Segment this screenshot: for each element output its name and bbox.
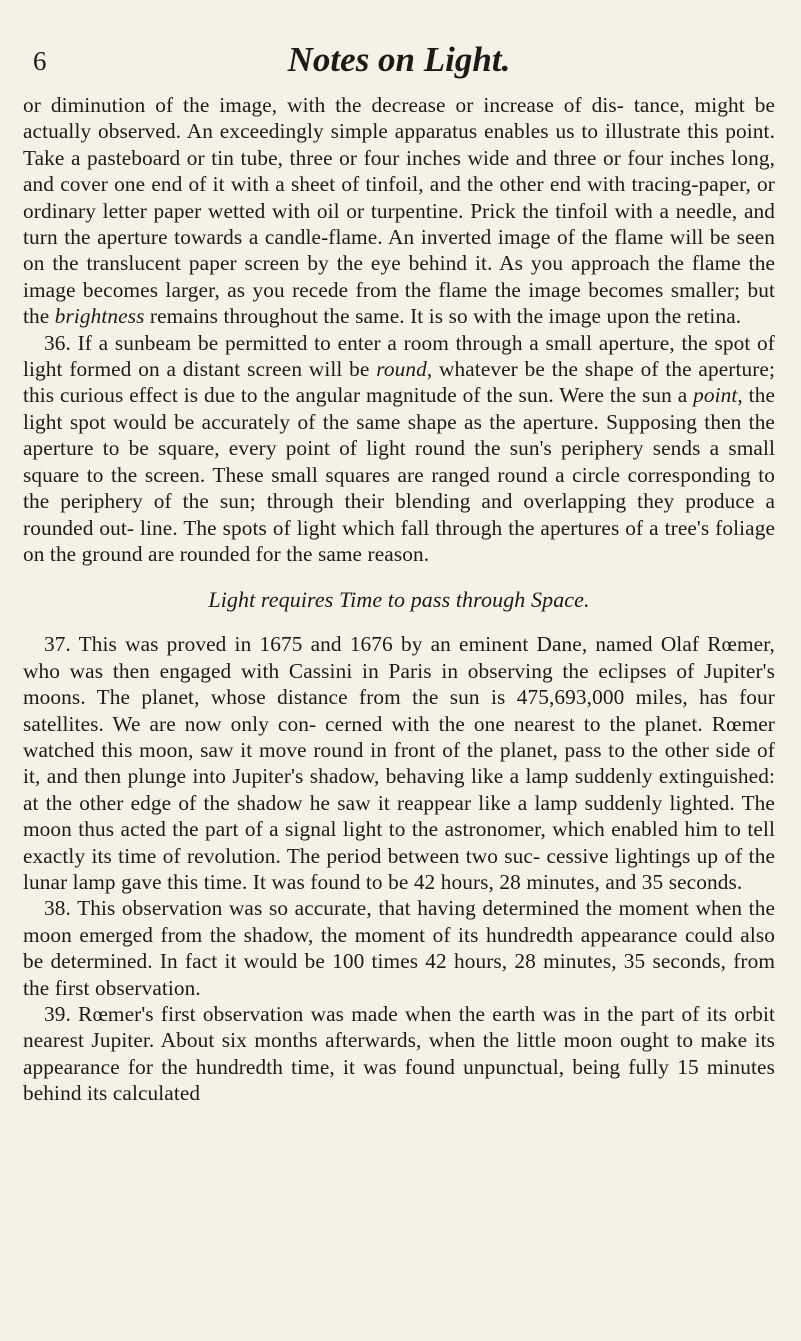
text-run: , whatever be the shape of the aperture; this curious effect is due to the angular magnitude of the sun. Were the sun a [23,357,775,408]
text-run: , the light spot would be accurately of the same shape as the aperture. Supposing then the aperture to be square, every point of light round the sun's periphery sends a small square to the screen. These small squares are ranged round a circle corresponding to the periphery of the sun; through their blending and overlapping they produce a rounded out- line. The spots of light which fall through the apertures of a tree's foliage on the ground are rounded for the same reason. [23,383,775,566]
text-run: remains throughout the same. It is so with the image upon the retina. [144,304,742,329]
paragraph-38: 38. This observation was so accurate, that having determined the moment when the moon emerged from the shadow, the moment of its hundredth appearance could also be determined. In fact it would be 100 times 42 hours, 28 minutes, 35 seconds, from the first observation. [23,896,775,1000]
text-run: 36. If a sunbeam be permitted to enter a room through a small aperture, the spot of light formed on a distant screen will be [23,330,775,382]
running-head [23,40,775,92]
paragraph-37: 37. This was proved in 1675 and 1676 by an eminent Dane, named Olaf Rœmer, who was then engaged with Cassini in Paris in observing the eclipses of Jupiter's moons. The planet, whose distance from the sun is 475,693,000 miles, has four satellites. We are now only con- cerned with the one nearest to the planet. Rœmer watched this moon, saw it move round in front of the planet, pass to the other side of it, and then plunge into Jupiter's shadow, behaving like a lamp suddenly extinguished: at the other edge of the shadow he saw it reappear like a lamp suddenly lighted. The moon thus acted the part of a signal light to the astronomer, which enabled him to tell exactly its time of revolution. The period between two suc- cessive lightings up of the lunar lamp gave this time. It was found to be 42 hours, 28 minutes, and 35 seconds. [23,632,775,894]
text-run: or diminution of the image, with the decrease or increase of dis- tance, might be actually observed. An exceedingly simple apparatus enables us to illustrate this point. Take a pasteboard or tin tube, three or four inches wide and three or four inches long, and cover one end of it with a sheet of tinfoil, and the other end with tracing-paper, or ordinary letter paper wetted with oil or turpentine. Prick the tinfoil with a needle, and turn the aperture towards a candle-flame. An inverted image of the flame will be seen on the translucent paper screen by the eye behind it. As you approach the flame the image becomes larger, as you recede from the flame the image becomes smaller; but the [23,93,775,329]
paragraph-continued [23,92,775,330]
paragraph-39: 39. Rœmer's first observation was made when the earth was in the part of its orbit nearest Jupiter. About six months afterwards, when the little moon ought to make its appearance for the hundredth time, it was found unpunctual, being fully 15 minutes behind its calculated [23,1002,775,1106]
emphasis-round: round [376,357,427,382]
emphasis-point: point [693,383,738,408]
section-heading: Light requires Time to pass through Space. [208,587,590,613]
emphasis-brightness: brightness [54,304,145,329]
running-title: Notes on Light. [287,40,511,79]
page-number: 6 [33,46,47,76]
paragraph-36 [23,330,775,568]
body-text [23,92,775,1107]
